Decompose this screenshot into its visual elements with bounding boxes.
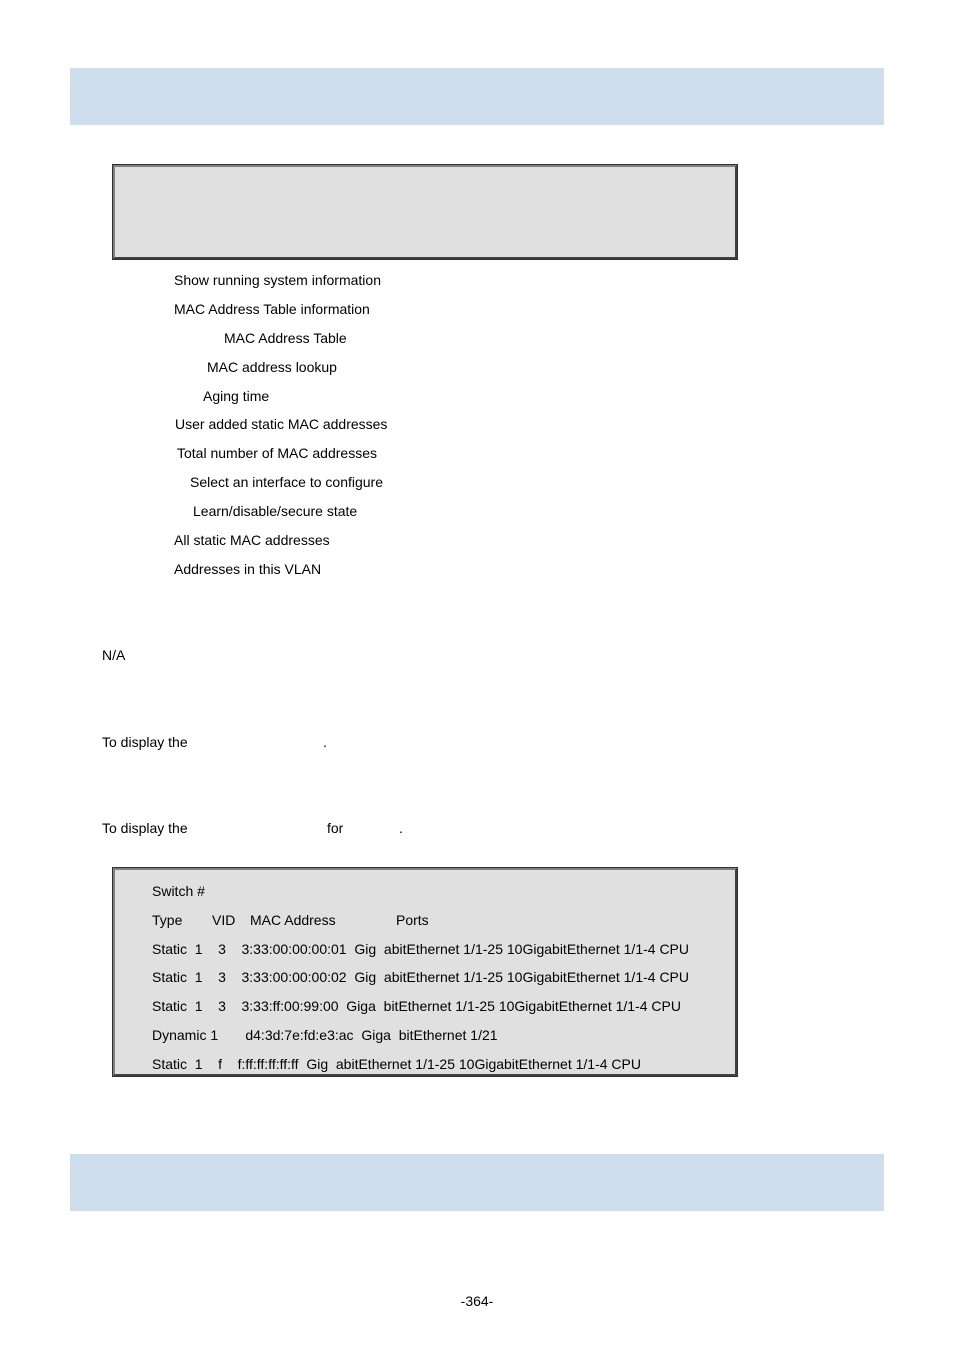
- page-number: -364-: [460, 1293, 494, 1309]
- usage-line-1-end: .: [323, 734, 327, 750]
- cli-row-4: Dynamic 1 d4:3d:7e:fd:e3:ac Giga bitEthernet 1/21: [152, 1027, 498, 1043]
- param-description-interface: Select an interface to configure: [190, 474, 384, 490]
- usage-line-2-prefix: To display the: [102, 820, 188, 836]
- param-description-static-all: All static MAC addresses: [174, 532, 330, 548]
- section-header-band-next: [70, 1154, 884, 1211]
- cli-header-mac: MAC Address: [250, 912, 336, 928]
- cli-prompt: Switch #: [152, 883, 205, 899]
- usage-line-2-for: for: [327, 820, 344, 836]
- usage-line-2-end: .: [399, 820, 403, 836]
- cli-header-type: Type: [152, 912, 183, 928]
- param-description-count: Total number of MAC addresses: [177, 445, 377, 461]
- param-description-static: User added static MAC addresses: [175, 416, 388, 432]
- cli-header-vid: VID: [212, 912, 236, 928]
- param-description-mac: MAC Address Table information: [174, 301, 370, 317]
- section-header-band: [70, 68, 884, 125]
- cli-row-3: Static 1 3 3:33:ff:00:99:00 Giga bitEthernet 1/1-25 10GigabitEthernet 1/1-4 CPU: [152, 998, 681, 1014]
- param-description-address-table: MAC Address Table: [224, 330, 347, 346]
- cli-row-5: Static 1 f f:ff:ff:ff:ff:ff Gig abitEthernet 1/1-25 10GigabitEthernet 1/1-4 CPU: [152, 1056, 641, 1072]
- cli-header-ports: Ports: [396, 912, 429, 928]
- command-syntax-box: [112, 164, 738, 260]
- param-description-learning: Learn/disable/secure state: [193, 503, 358, 519]
- usage-line-1-prefix: To display the: [102, 734, 188, 750]
- default-value: N/A: [102, 647, 126, 663]
- param-description-address-lookup: MAC address lookup: [207, 359, 337, 375]
- param-description-vlan: Addresses in this VLAN: [174, 561, 322, 577]
- cli-row-1: Static 1 3 3:33:00:00:00:01 Gig abitEthernet 1/1-25 10GigabitEthernet 1/1-4 CPU: [152, 941, 689, 957]
- param-description-running-config: Show running system information: [174, 272, 381, 288]
- param-description-aging-time: Aging time: [203, 388, 270, 404]
- cli-row-2: Static 1 3 3:33:00:00:00:02 Gig abitEthernet 1/1-25 10GigabitEthernet 1/1-4 CPU: [152, 969, 689, 985]
